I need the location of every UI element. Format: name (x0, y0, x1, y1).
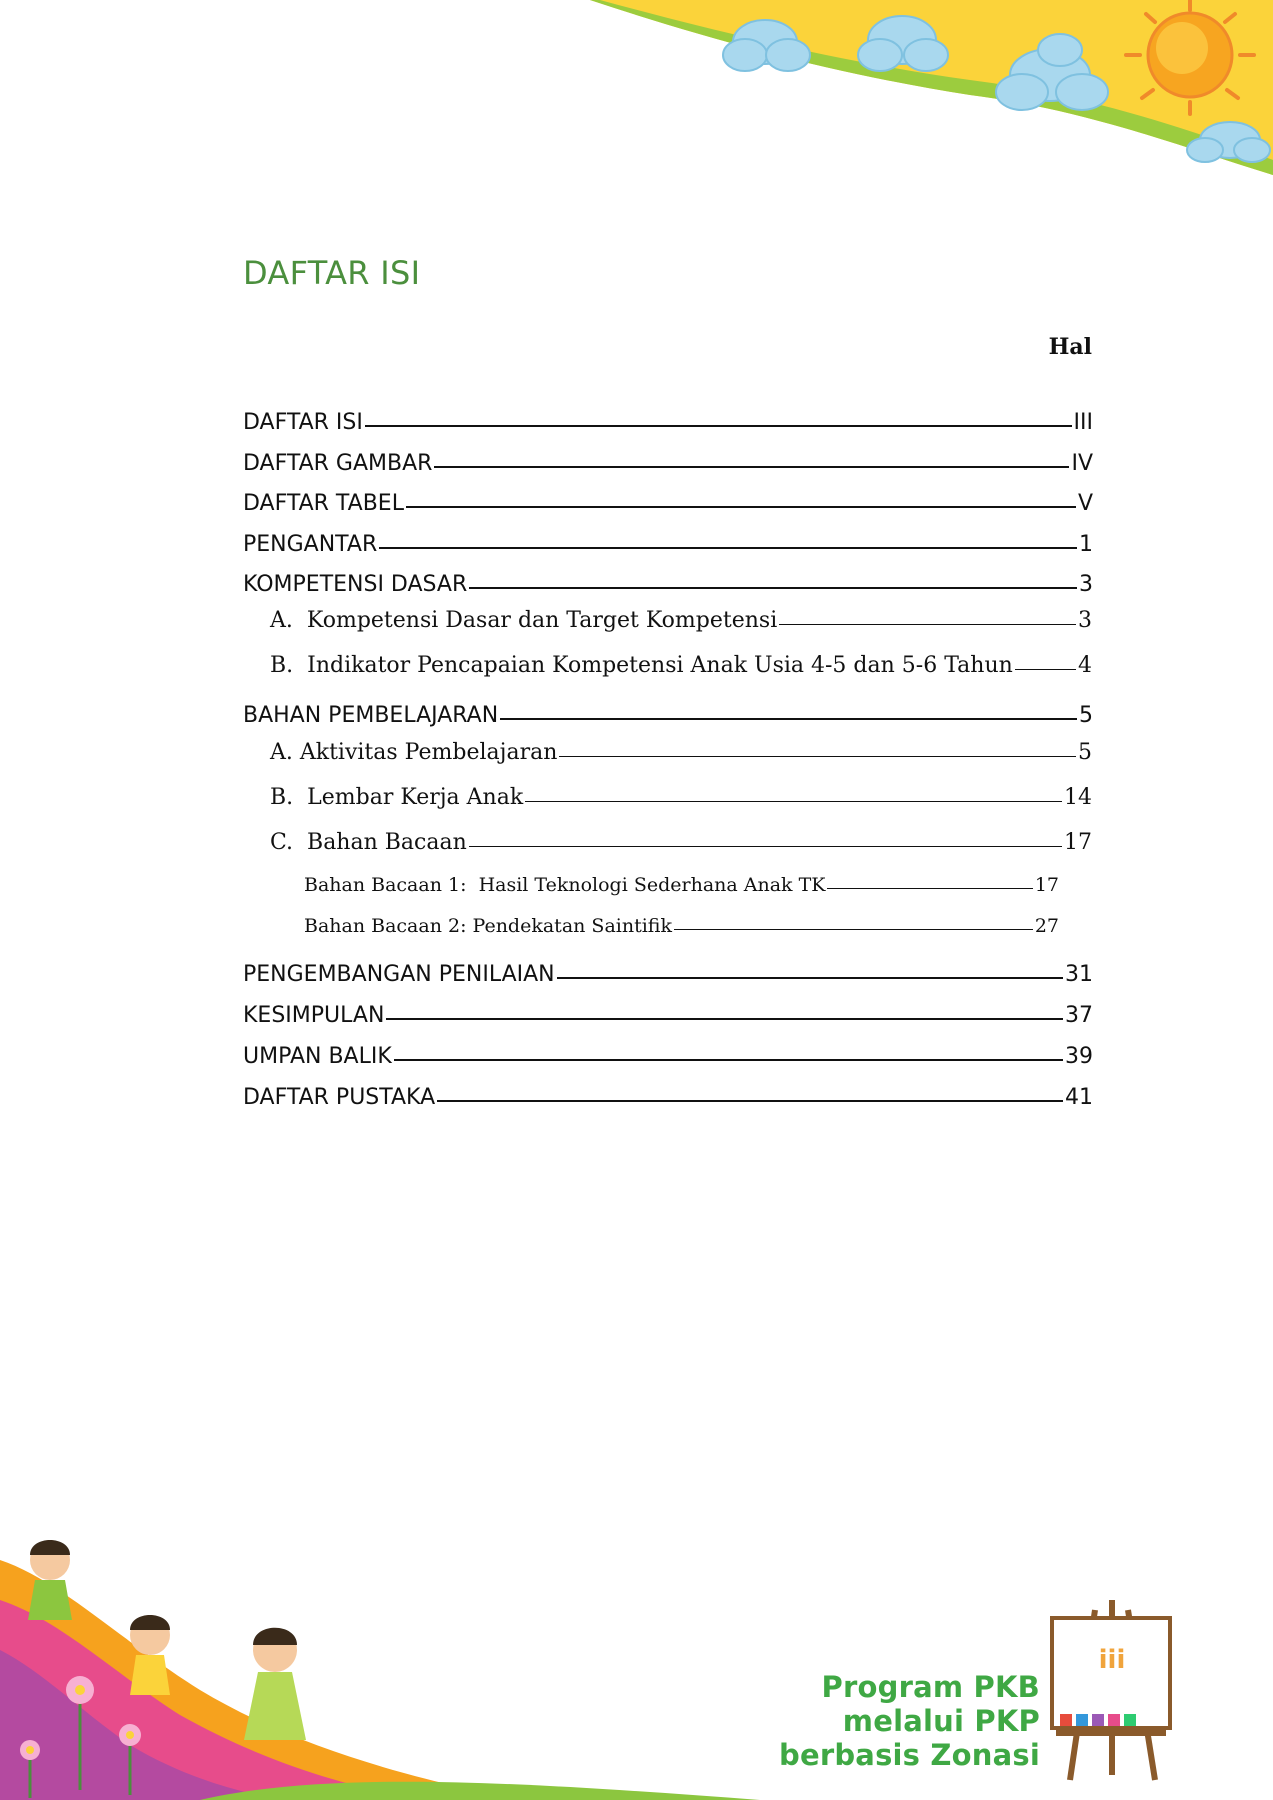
toc-entry-label: PENGANTAR (243, 532, 378, 557)
toc-entry-label: PENGEMBANGAN PENILAIAN (243, 962, 555, 987)
toc-entry-bahan-bacaan-1[interactable] (304, 874, 1059, 902)
toc-page-number: 14 (1064, 785, 1092, 810)
toc-entry-label: Bahan Bacaan 2: Pendekatan Saintifik (304, 915, 672, 937)
toc-entry-bahan-pembelajaran-b[interactable] (270, 785, 1092, 815)
toc-leader-line (365, 425, 1072, 427)
toc-page-number: 27 (1034, 915, 1059, 937)
toc-page-number: III (1073, 410, 1093, 435)
toc-entry-bahan-bacaan-2[interactable] (304, 915, 1059, 943)
toc-entry-label: B. Indikator Pencapaian Kompetensi Anak Usia 4-5 dan 5-6 Tahun (270, 653, 1013, 678)
toc-page-number: 41 (1065, 1085, 1093, 1110)
toc-page-number: 17 (1034, 874, 1059, 896)
toc-page-number: 39 (1065, 1044, 1093, 1069)
toc-leader-line (386, 1018, 1063, 1020)
page-column-header: Hal (1048, 334, 1092, 360)
toc-leader-line (525, 801, 1062, 802)
toc-leader-line (434, 466, 1069, 468)
page-title: DAFTAR ISI (243, 254, 421, 292)
toc-page-number: 37 (1065, 1003, 1093, 1028)
toc-page-number: 31 (1065, 962, 1093, 987)
toc-entry-label: DAFTAR GAMBAR (243, 451, 433, 476)
toc-entry-bahan-pembelajaran-c[interactable] (270, 830, 1092, 860)
toc-leader-line (827, 888, 1032, 889)
toc-entry-pengantar[interactable] (243, 532, 1093, 562)
brand-line: Program PKB (821, 1670, 1040, 1704)
toc-entry-daftar-isi[interactable] (243, 410, 1093, 440)
toc-entry-label: UMPAN BALIK (243, 1044, 392, 1069)
toc-entry-label: C. Bahan Bacaan (270, 830, 467, 855)
toc-entry-bahan-pembelajaran[interactable] (243, 703, 1093, 733)
toc-leader-line (379, 547, 1077, 549)
toc-leader-line (559, 756, 1076, 757)
toc-entry-label: A. Aktivitas Pembelajaran (270, 740, 558, 765)
toc-leader-line (779, 624, 1076, 625)
toc-entry-kompetensi-dasar[interactable] (243, 572, 1093, 602)
toc-entry-label: BAHAN PEMBELAJARAN (243, 703, 499, 728)
toc-entry-daftar-gambar[interactable] (243, 451, 1093, 481)
toc-entry-umpan-balik[interactable] (243, 1044, 1093, 1074)
toc-page-number: 3 (1078, 608, 1092, 633)
header-banner-illustration (590, 0, 1273, 175)
toc-page-number: 3 (1079, 572, 1093, 597)
toc-leader-line (469, 587, 1077, 589)
toc-page-number: 17 (1064, 830, 1092, 855)
program-brand (760, 1670, 1040, 1772)
toc-leader-line (469, 846, 1062, 847)
toc-entry-daftar-tabel[interactable] (243, 491, 1093, 521)
toc-page-number: 5 (1079, 703, 1093, 728)
toc-entry-kompetensi-dasar-b[interactable] (270, 653, 1092, 683)
toc-entry-pengembangan-penilaian[interactable] (243, 962, 1093, 992)
toc-entry-label: DAFTAR TABEL (243, 491, 404, 516)
toc-entry-kesimpulan[interactable] (243, 1003, 1093, 1033)
toc-leader-line (1015, 669, 1076, 670)
toc-page-number: 1 (1079, 532, 1093, 557)
paint-pots-icon (1060, 1714, 1136, 1726)
toc-entry-label: DAFTAR PUSTAKA (243, 1085, 436, 1110)
brand-line: melalui PKP (842, 1704, 1040, 1738)
toc-entry-kompetensi-dasar-a[interactable] (270, 608, 1092, 638)
toc-leader-line (437, 1100, 1063, 1102)
toc-entry-label: KESIMPULAN (243, 1003, 385, 1028)
child-figure-icon (130, 1615, 170, 1695)
toc-entry-label: A. Kompetensi Dasar dan Target Kompetensi (270, 608, 778, 633)
toc-entry-bahan-pembelajaran-a[interactable] (270, 740, 1092, 770)
toc-leader-line (557, 977, 1063, 979)
toc-entry-label: Bahan Bacaan 1: Hasil Teknologi Sederhana Anak TK (304, 874, 826, 896)
toc-leader-line (406, 506, 1076, 508)
toc-leader-line (674, 929, 1033, 930)
toc-leader-line (394, 1059, 1063, 1061)
child-figure-icon (244, 1628, 306, 1740)
brand-line: berbasis Zonasi (779, 1738, 1040, 1772)
toc-leader-line (500, 718, 1077, 720)
toc-entry-daftar-pustaka[interactable] (243, 1085, 1093, 1115)
toc-entry-label: B. Lembar Kerja Anak (270, 785, 524, 810)
easel-illustration (1040, 1600, 1180, 1785)
toc-page-number: V (1077, 491, 1093, 516)
toc-entry-label: DAFTAR ISI (243, 410, 363, 435)
toc-entry-label: KOMPETENSI DASAR (243, 572, 468, 597)
toc-page-number: IV (1071, 451, 1093, 476)
children-playing-illustration (0, 1520, 760, 1800)
page-number: iii (1098, 1645, 1126, 1675)
toc-page-number: 4 (1078, 653, 1092, 678)
toc-page-number: 5 (1078, 740, 1092, 765)
